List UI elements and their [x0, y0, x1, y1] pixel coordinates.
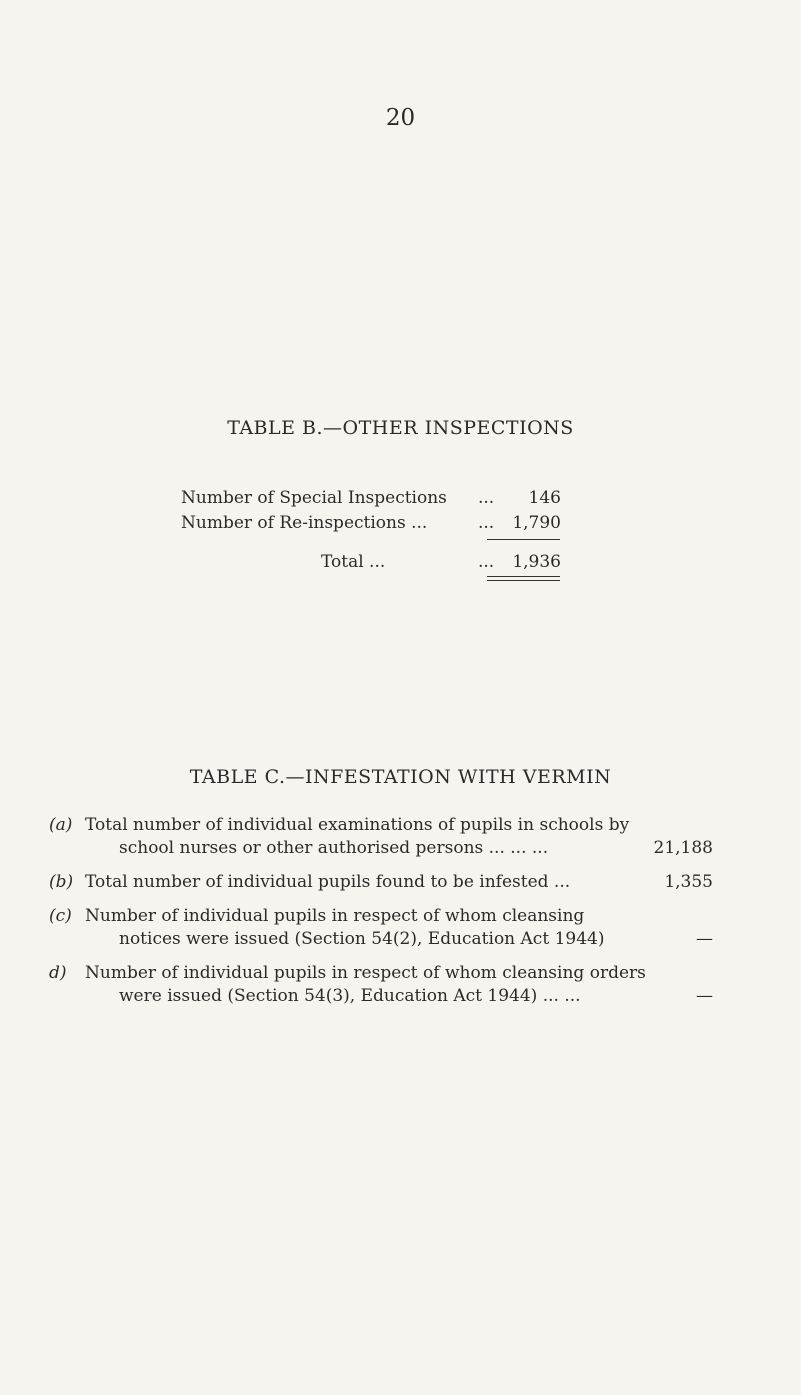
table-c-title: TABLE C.—INFESTATION WITH VERMIN: [189, 766, 612, 788]
row-value: 1,790: [512, 513, 561, 533]
item-letter: d): [49, 963, 67, 983]
total-double-rule: [487, 576, 560, 581]
leader-dots: ...: [478, 552, 495, 572]
table-b-row-total: [181, 552, 561, 574]
table-b-title: TABLE B.—OTHER INSPECTIONS: [227, 417, 574, 439]
item-letter: (b): [49, 872, 74, 892]
row-label: Number of Special Inspections: [181, 488, 447, 508]
leader-dots: ...: [478, 488, 495, 508]
item-line: Number of individual pupils in respect of whom cleansing: [85, 906, 585, 926]
table-c-item-a: [49, 815, 713, 865]
item-value: —: [696, 929, 713, 949]
table-b-row-special: [181, 488, 561, 510]
total-label: Total ...: [321, 552, 386, 572]
table-c-item-b: [49, 872, 713, 897]
item-letter: (c): [49, 906, 72, 926]
item-value: —: [696, 986, 713, 1006]
item-value: 1,355: [664, 872, 713, 892]
item-line: school nurses or other authorised persons ... ... ...: [119, 838, 549, 858]
table-c-item-d: [49, 963, 713, 1013]
table-b-row-reinspections: [181, 513, 561, 535]
row-label: Number of Re-inspections ...: [181, 513, 428, 533]
item-line: Total number of individual pupils found to be infested ...: [85, 872, 571, 892]
table-c-item-c: [49, 906, 713, 956]
item-letter: (a): [49, 815, 73, 835]
total-value: 1,936: [512, 552, 561, 572]
leader-dots: ...: [478, 513, 495, 533]
row-value: 146: [528, 488, 561, 508]
item-line: were issued (Section 54(3), Education Act 1944) ... ...: [119, 986, 581, 1006]
item-line: Total number of individual examinations of pupils in schools by: [85, 815, 630, 835]
item-value: 21,188: [653, 838, 713, 858]
item-line: notices were issued (Section 54(2), Education Act 1944): [119, 929, 605, 949]
item-line: Number of individual pupils in respect of whom cleansing orders: [85, 963, 646, 983]
page-number: 20: [385, 105, 416, 131]
total-rule: [487, 539, 560, 540]
